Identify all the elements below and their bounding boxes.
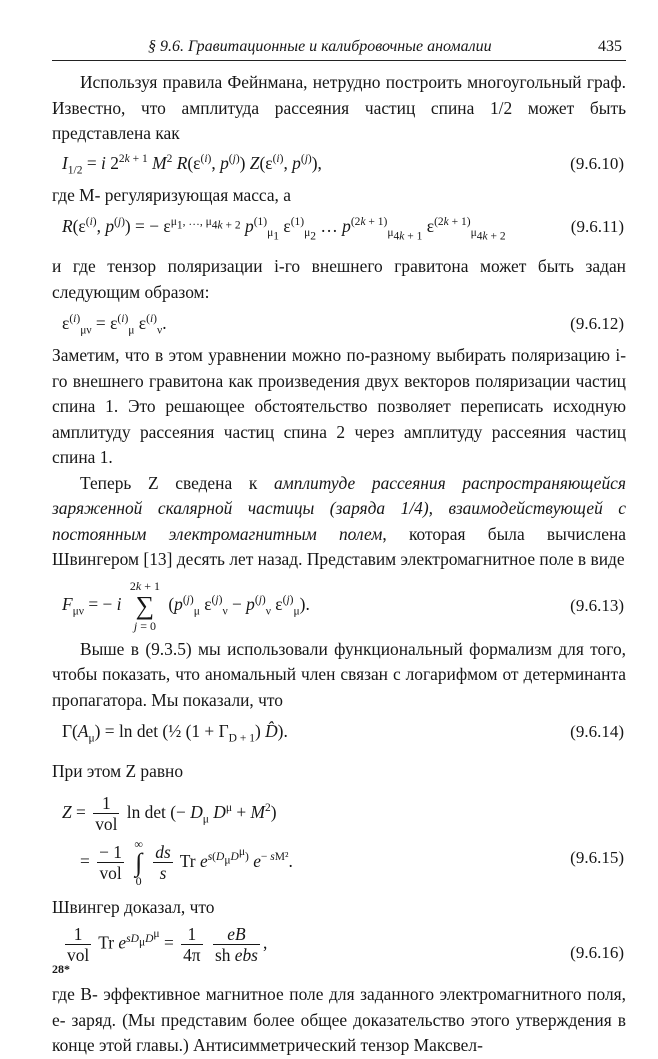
equation-9-6-16	[52, 924, 626, 982]
fraction: $\frac{eB}{\text{sh ebs}}$	[214, 924, 258, 965]
equation-9-6-12	[52, 311, 626, 343]
header-rule	[52, 60, 626, 61]
equation-number: (9.6.15)	[570, 847, 624, 867]
paragraph-5	[52, 471, 626, 573]
equation-formula: $I_{1/2} = i$ $2^{2k + 1}$ $M^2$ $R(\varepsilon^{(i)}$, $p^{(j)}$) $Z(\varepsilon^{(i)}$, $p^{(j)}$),	[62, 152, 322, 176]
equation-formula-line-1: Z = $\frac{1}{\text{vol}}$ ln det (− $D_\mu$ $D^\mu + M^2$)	[62, 793, 277, 834]
sum-operator: 2k + 1 ∑ j = 0	[129, 578, 160, 633]
signature-mark: 28*	[52, 962, 70, 976]
equation-number: (9.6.12)	[570, 314, 624, 333]
paragraph-8: Швингер доказал, что	[52, 896, 215, 917]
paragraph-5-end: , которая была вычислена Швингером [13] десять лет назад. Представим электромагнитное поле в виде	[52, 523, 627, 569]
equation-number: (9.6.13)	[570, 595, 624, 615]
page-number: 435	[598, 38, 622, 55]
paragraph-4: Заметим, что в этом уравнении можно по-разному выбирать поляризацию i-го внешнего гравитона как произведения двух векторов поляризации частиц спина 1. Это решающее обстоятельство позволяет переписать исходную амплитуду рассеяния частиц спина 2 через амплитуду рассеяния частиц спина 1.	[52, 345, 626, 467]
equation-9-6-11	[52, 214, 626, 254]
equation-formula: $R(\varepsilon^{(i)}$, $p^{(j)}$) = − $\varepsilon^{\mu_1, \dots, \mu_{4k + 2}}$ $p^{(1)}_{\mu_1}$ $\varepsilon^{(1)}_{\mu_2}$ … $p^{(2k + 1)}_{\mu_{4k + 1}}$ $\varepsilon^{(2k + 1)}_{\mu_{4k + 2}}$	[62, 216, 506, 243]
page-body	[52, 70, 626, 1059]
paragraph-7: При этом Z равно	[52, 761, 184, 781]
fraction: $\frac{1}{\text{vol}}$	[95, 793, 118, 834]
equation-formula-line-2: = $\frac{- 1}{\text{vol}}$ ∞ ∫ 0 $\frac{ds}{s}$ Tr $e^{s(D_\mu D^\mu)}$ $e^{- sM^2}$.	[80, 836, 293, 888]
equation-9-6-15	[52, 789, 626, 891]
paragraph-5-start: Теперь Z сведена к	[80, 472, 274, 493]
paragraph-6: Выше в (9.3.5) мы использовали функциональный формализм для того, чтобы показать, что аномальный член связан с логарифмом от детерминанта пропагатора. Мы показали, что	[52, 638, 626, 710]
equation-number: (9.6.11)	[570, 217, 624, 236]
equation-number: (9.6.16)	[570, 943, 624, 962]
paragraph-3: и где тензор поляризации i-го внешнего гравитона может быть задан следующим образом:	[52, 256, 626, 302]
equation-9-6-10	[52, 151, 626, 183]
equation-9-6-14	[52, 719, 626, 759]
section-title: § 9.6. Гравитационные и калибровочные аномалии	[148, 38, 492, 55]
paragraph-9: где B- эффективное магнитное поле для заданного электромагнитного поля, e- заряд. (Мы представим более общее доказательство этого утверждения в конце этой главы.) Антисимметрический тензор Максвел-	[52, 984, 626, 1055]
fraction: $\frac{1}{\text{vol}}$	[67, 924, 90, 965]
equation-number: (9.6.10)	[570, 153, 624, 173]
integral-operator: ∞ ∫ 0	[134, 836, 143, 888]
fraction: $\frac{1}{4\pi}$	[183, 924, 201, 965]
equation-number: (9.6.14)	[570, 722, 624, 741]
paragraph-2: где M- регуляризующая масса, а	[52, 184, 291, 205]
equation-formula: $\varepsilon^{(i)}_{\mu\nu} = \varepsilon^{(i)}_\mu$ $\varepsilon^{(i)}_\nu$.	[62, 313, 167, 337]
fraction: $\frac{ds}{s}$	[155, 842, 171, 883]
paragraph-5-emphasis: амплитуде рассеяния распространяющейся заряженной скалярной частицы (заряда 1/4), взаимодействующей с постоянным электромагнитным полем	[52, 472, 626, 544]
running-header	[52, 28, 626, 62]
paragraph-1: Используя правила Фейнмана, нетрудно построить многоугольный граф. Известно, что амплитуда рассеяния частиц спина 1/2 может быть представлена как	[52, 72, 626, 143]
equation-9-6-13	[52, 575, 626, 637]
fraction: $\frac{- 1}{\text{vol}}$	[99, 842, 123, 883]
equation-formula: $\frac{1}{\text{vol}}$ Tr $e^{sD_\mu D^\mu}$ = $\frac{1}{4\pi}$ $\frac{eB}{\text{sh ebs}}$ ,	[67, 924, 268, 965]
equation-formula: $F_{\mu\nu}$ = − i 2k + 1 ∑ j = 0 ($p^{(j)}_\mu$ $\varepsilon^{(j)}_\nu - p^{(j)}_\nu$ $\varepsilon^{(j)}_\mu$).	[62, 578, 310, 633]
equation-formula: $\Gamma(A_\mu) = \ln \det$ (½ $(1 + \Gamma_{D + 1})$ D̂).	[62, 721, 288, 745]
